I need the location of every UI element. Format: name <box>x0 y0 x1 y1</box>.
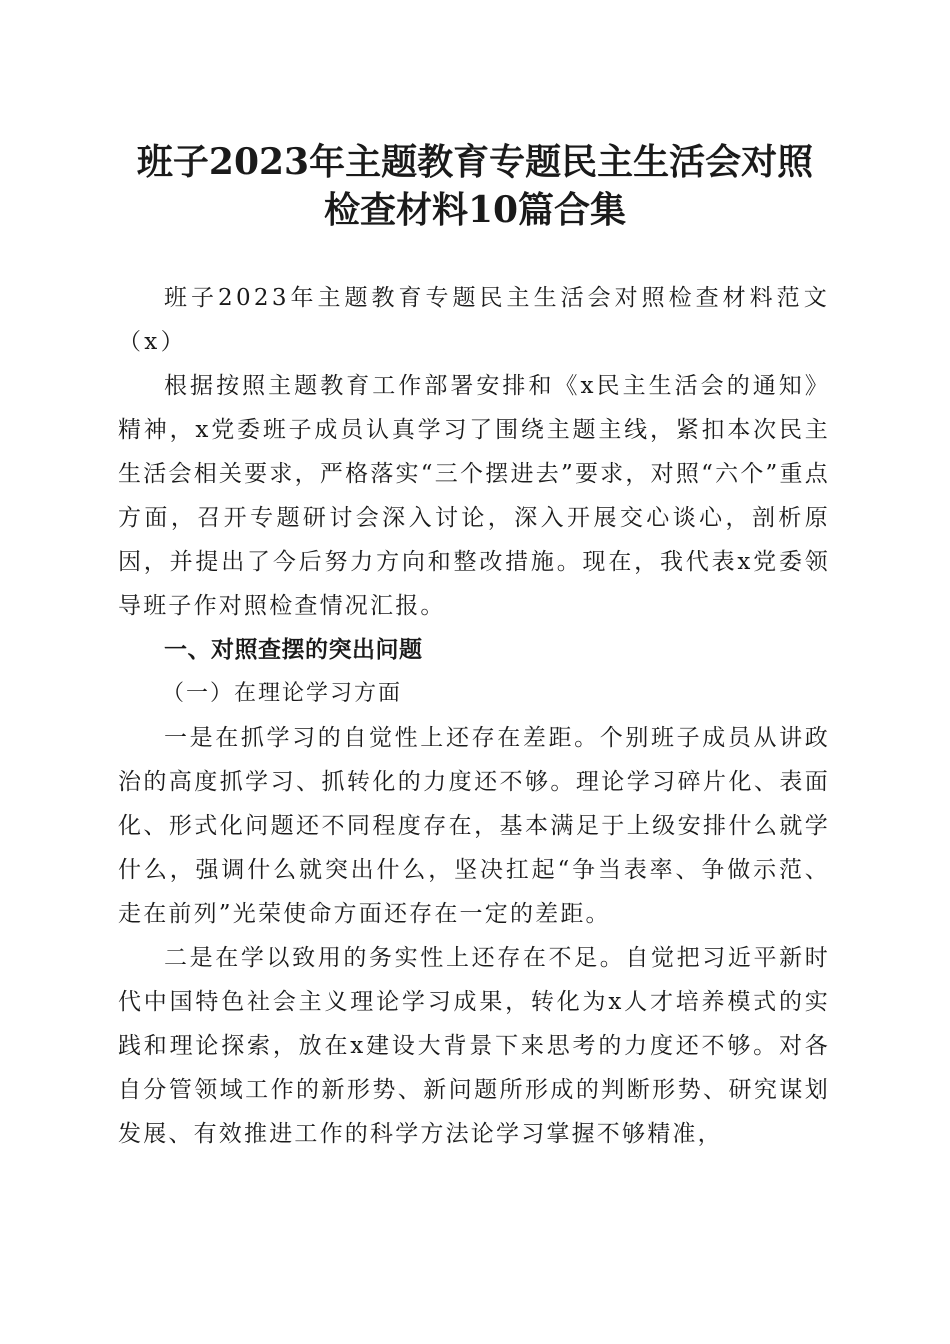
section-heading: 一、对照查摆的突出问题 <box>164 637 423 663</box>
paragraph-1-body: 个别班子成员从讲政治的高度抓学习、抓转化的力度还不够。理论学习碎片化、表面化、形式化问题还不同程度存在，基本满足于上级安排什么就学什么，强调什么就突出什么，坚决扛起“争当表率、争做示范、走在前列”光荣使命方面还存在一定的差距。 <box>118 725 830 927</box>
paragraph-2-lead: 二是在学以致用的务实性上还存在不足。 <box>164 945 626 971</box>
body-paragraph-1 <box>118 716 830 936</box>
paragraph-1-lead: 一是在抓学习的自觉性上还存在差距。 <box>164 725 600 751</box>
subsection-heading: （一）在理论学习方面 <box>162 681 403 706</box>
document-body <box>118 276 830 1156</box>
document-title: 班子2023年主题教育专题民主生活会对照检查材料10篇合集 <box>136 141 814 231</box>
intro-paragraph: 根据按照主题教育工作部署安排和《x民主生活会的通知》精神，x党委班子成员认真学习了围绕主题主线，紧扣本次民主生活会相关要求，严格落实“三个摆进去”要求，对照“六个”重点方面，召开专题研讨会深入讨论，深入开展交心谈心，剖析原因，并提出了今后努力方向和整改措施。现在，我代表x党委领导班子作对照检查情况汇报。 <box>118 373 830 619</box>
body-paragraph-2 <box>118 936 830 1156</box>
document-subtitle: 班子2023年主题教育专题民主生活会对照检查材料范文（x） <box>118 285 830 355</box>
paragraph-2-body: 自觉把习近平新时代中国特色社会主义理论学习成果，转化为x人才培养模式的实践和理论探索，放在x建设大背景下来思考的力度还不够。对各自分管领域工作的新形势、新问题所形成的判断形势、研究谋划发展、有效推进工作的科学方法论学习掌握不够精准， <box>118 945 830 1147</box>
